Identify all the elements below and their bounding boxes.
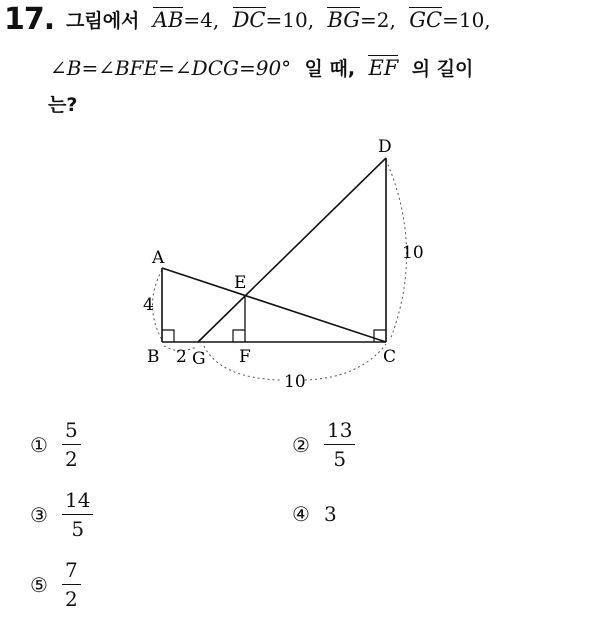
fraction: [62, 418, 81, 471]
choice-mark: ③: [30, 502, 48, 527]
numerator: 5: [62, 418, 81, 445]
numerator: 14: [62, 488, 93, 515]
question-prefix: 그림에서: [66, 10, 140, 32]
segment-line-ac: [162, 268, 386, 342]
dashed-arc-ab: [153, 270, 163, 340]
choice-value: 3: [324, 502, 337, 526]
fraction: [62, 488, 93, 541]
segment-dc-value: =10,: [265, 8, 315, 32]
segment-ef: EF: [368, 56, 399, 80]
question-end: 는?: [48, 94, 78, 116]
choice-mark: ②: [292, 432, 310, 457]
length-ab: 4: [143, 295, 154, 315]
choice-1[interactable]: [30, 418, 81, 471]
numerator: 7: [62, 558, 81, 585]
numerator: 13: [324, 418, 355, 445]
segment-ab: AB: [152, 8, 184, 32]
denominator: 2: [65, 447, 78, 471]
choice-5[interactable]: [30, 558, 81, 611]
choice-4[interactable]: [292, 502, 337, 526]
label-g: G: [192, 349, 206, 369]
fraction: [62, 558, 81, 611]
right-angle-b: [162, 330, 174, 342]
label-a: A: [152, 248, 165, 268]
segment-gc-value: =10,: [442, 8, 491, 32]
choice-3[interactable]: [30, 488, 93, 541]
denominator: 2: [65, 587, 78, 611]
segment-ab-value: =4,: [183, 8, 220, 32]
length-bg: 2: [176, 347, 187, 367]
segment-gc: GC: [409, 8, 443, 32]
length-dc: 10: [402, 243, 424, 263]
segment-bg-value: =2,: [360, 8, 396, 32]
length-gc: 10: [284, 372, 306, 392]
label-c: C: [383, 347, 397, 367]
right-angle-f: [233, 330, 245, 342]
segment-line-gd: [198, 158, 386, 342]
label-e: E: [234, 273, 247, 293]
denominator: 5: [333, 447, 347, 471]
denominator: 5: [71, 517, 85, 541]
label-f: F: [239, 347, 251, 367]
question-when: 일 때,: [304, 58, 356, 80]
choice-mark: ④: [292, 502, 310, 526]
question-length: 의 길이: [411, 58, 474, 80]
segment-dc: DC: [232, 8, 266, 32]
angle-condition: ∠B=∠BFE=∠DCG=90°: [50, 56, 292, 80]
label-b: B: [147, 347, 160, 367]
choice-2[interactable]: [292, 418, 355, 471]
dashed-arc-gc: [305, 344, 386, 380]
choice-mark: ①: [30, 432, 48, 457]
segment-bg: BG: [327, 8, 361, 32]
label-d: D: [378, 137, 392, 157]
fraction: [324, 418, 355, 471]
choice-mark: ⑤: [30, 572, 48, 597]
question-number: 17.: [4, 2, 55, 37]
